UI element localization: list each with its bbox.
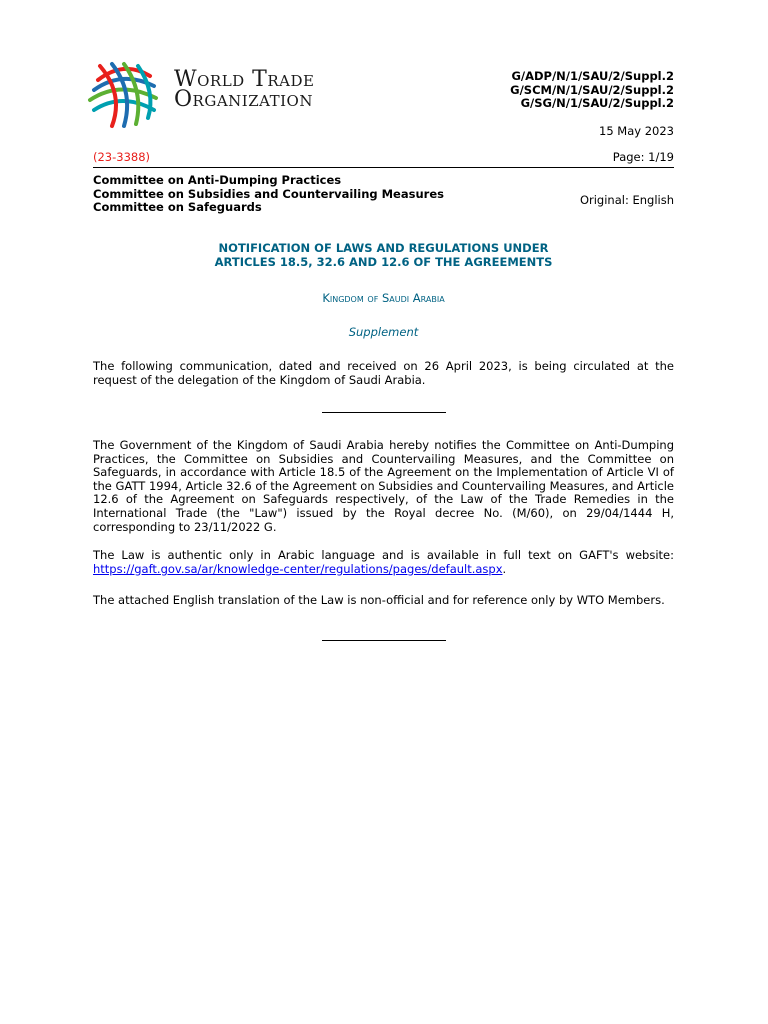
wto-logo: [84, 56, 354, 130]
translation-note-paragraph: The attached English translation of the Law is non-official and for reference only by WTO Members.: [93, 593, 665, 607]
law-availability-text: The Law is authentic only in Arabic language and is available in full text on GAFT's website:: [93, 548, 674, 562]
document-symbols: [510, 70, 674, 111]
document-number: (23-3388): [93, 150, 151, 164]
gaft-website-link[interactable]: https://gaft.gov.sa/ar/knowledge-center/regulations/pages/default.aspx: [93, 561, 503, 576]
org-name-line2: Organization: [174, 87, 313, 112]
separator-line: [322, 412, 446, 413]
notification-title: [93, 241, 674, 269]
title-line2: ARTICLES 18.5, 32.6 AND 12.6 OF THE AGREEMENTS: [214, 255, 553, 269]
wto-emblem-icon: [84, 56, 164, 130]
country-name: Kingdom of Saudi Arabia: [322, 291, 445, 305]
symbol-scm: G/SCM/N/1/SAU/2/Suppl.2: [510, 82, 674, 97]
original-language: Original: English: [579, 193, 674, 207]
document-date: 15 May 2023: [599, 124, 674, 138]
notification-paragraph: The Government of the Kingdom of Saudi Arabia hereby notifies the Committee on Anti-Dumping Practices, the Committee on Subsidies and Countervailing Measures, and the Committee on Safeguards, in accordance with Article 18.5 of the Agreement on the Implementation of Article VI of the GATT 1994, Article 32.6 of the Agreement on Subsidies and Countervailing Measures, and Article 12.6 of the Agreement on Safeguards respectively, of the Law of the Trade Remedies in the International Trade (the "Law") issued by the Royal decree No. (M/60), on 29/04/1444 H, corresponding to 23/11/2022 G.: [93, 438, 674, 534]
organization-name: [174, 67, 315, 112]
supplement-label: Supplement: [348, 325, 419, 339]
law-availability-end: .: [502, 561, 507, 576]
symbol-sg: G/SG/N/1/SAU/2/Suppl.2: [520, 96, 674, 110]
intro-paragraph: The following communication, dated and received on 26 April 2023, is being circulated at the request of the delegation of the Kingdom of Saudi Arabia.: [93, 359, 674, 387]
committee-safeguards: Committee on Safeguards: [93, 200, 262, 214]
symbol-adp: G/ADP/N/1/SAU/2/Suppl.2: [511, 69, 674, 83]
separator-line-bottom: [322, 640, 446, 641]
law-availability-paragraph: [93, 549, 674, 576]
committee-anti-dumping: Committee on Anti-Dumping Practices: [93, 173, 342, 187]
committee-subsidies: Committee on Subsidies and Countervailing Measures: [93, 186, 444, 201]
title-line1: NOTIFICATION OF LAWS AND REGULATIONS UNDER: [218, 241, 549, 255]
org-name-line1: World Trade: [174, 67, 315, 92]
committee-list: [93, 174, 444, 215]
header-rule: [93, 167, 674, 168]
page-number: Page: 1/19: [612, 150, 674, 164]
